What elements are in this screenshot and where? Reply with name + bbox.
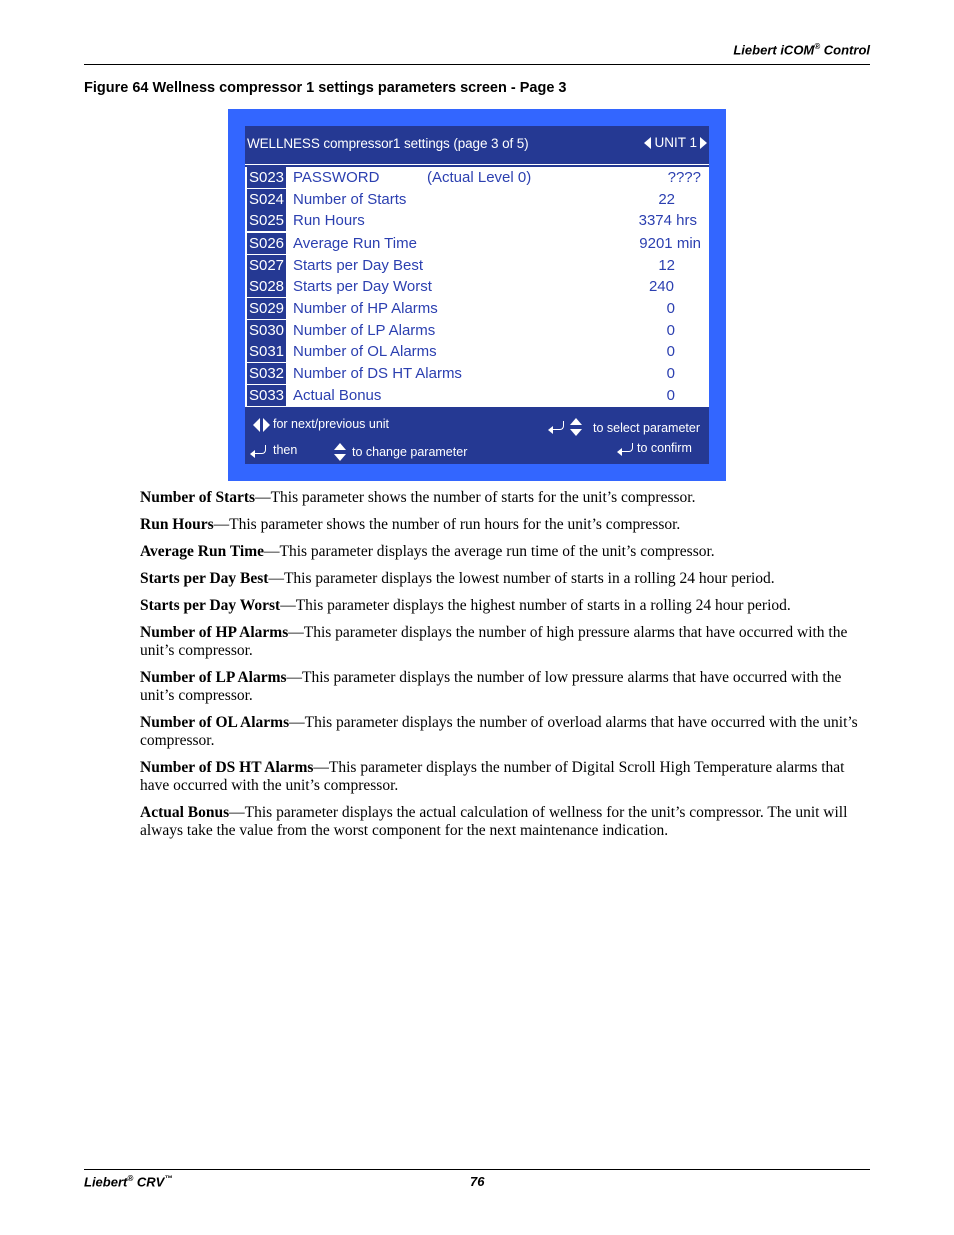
paragraph: Number of OL Alarms—This parameter displays the number of overload alarms that have occurred with the unit’s compressor. [140,714,858,749]
screen-title-bar [245,126,709,164]
parameter-value: 22 [658,191,675,208]
help-select-param: to select parameter [593,421,700,435]
screen-panel [245,126,709,464]
enter-icon [253,445,266,454]
parameter-row[interactable] [245,189,709,210]
left-right-arrows-icon [253,418,271,432]
parameter-row[interactable] [245,363,709,384]
paragraph: Number of Starts—This parameter shows the number of starts for the unit’s compressor. [140,489,696,506]
paragraph: Actual Bonus—This parameter displays the actual calculation of wellness for the unit’s compressor. The unit will always take the value from the worst component for the next maintenance indication. [140,804,848,839]
parameter-row[interactable] [245,298,709,319]
parameter-code: S029 [248,300,285,317]
help-next-prev: for next/previous unit [273,417,390,431]
parameter-code: S025 [248,212,285,229]
help-change-param: to change parameter [352,445,468,459]
parameter-value: 3374 hrs [638,212,697,229]
paragraph: Number of LP Alarms—This parameter displays the number of low pressure alarms that have occurred with the unit’s compressor. [140,669,842,704]
help-confirm: to confirm [637,441,692,455]
parameter-value: 9201 min [639,235,701,252]
parameter-name: Actual Bonus [293,387,382,404]
parameter-code: S033 [248,387,285,404]
paragraph: Number of DS HT Alarms—This parameter displays the number of Digital Scroll High Temperature alarms that have occurred with the unit’s compressor. [140,759,845,794]
figure-caption: Figure 64 Wellness compressor 1 settings parameters screen - Page 3 [84,80,567,96]
title-separator [245,164,709,165]
parameter-code: S026 [248,235,285,252]
header-rule [84,64,870,65]
parameter-name: Number of LP Alarms [293,322,436,339]
controller-screen [228,109,726,481]
paragraph: Number of HP Alarms—This parameter displays the number of high pressure alarms that have occurred with the unit’s compressor. [140,624,848,659]
parameter-row[interactable] [245,341,709,362]
unit-label: UNIT 1 [654,135,697,150]
arrow-right-icon [700,137,707,149]
parameter-code: S024 [248,191,285,208]
footer-product: Liebert® CRV™ [84,1174,173,1190]
parameter-value: 0 [666,322,675,339]
parameter-value: 0 [666,365,675,382]
parameter-name: Starts per Day Best [293,257,424,274]
paragraph: Starts per Day Worst—This parameter displays the highest number of starts in a rolling 24 hour period. [140,597,791,614]
up-down-arrows-icon [334,443,346,463]
help-bar [245,409,709,464]
parameter-code: S031 [248,343,285,360]
parameter-name: Number of DS HT Alarms [293,365,462,382]
parameter-row[interactable] [245,167,709,188]
parameter-name: PASSWORD [293,169,380,186]
parameter-code: S023 [248,169,285,186]
parameter-row[interactable] [245,320,709,341]
parameter-value: 0 [666,343,675,360]
parameter-row[interactable] [245,255,709,276]
enter-icon [551,421,564,430]
parameter-note: (Actual Level 0) [427,169,532,186]
parameter-list [245,167,709,407]
parameter-value: 240 [648,278,674,295]
parameter-name: Number of OL Alarms [293,343,437,360]
parameter-name: Starts per Day Worst [293,278,432,295]
running-header: Liebert iCOM® Control [733,42,870,58]
parameter-name: Average Run Time [293,235,417,252]
page-number: 76 [470,1174,485,1189]
unit-selector[interactable] [644,135,707,150]
parameter-value: 0 [666,387,675,404]
parameter-code: S027 [248,257,285,274]
parameter-row[interactable] [245,233,709,254]
help-then: then [273,443,298,457]
parameter-value: 0 [666,300,675,317]
paragraph: Run Hours—This parameter shows the number of run hours for the unit’s compressor. [140,516,681,533]
screen-title: WELLNESS compressor1 settings (page 3 of 5) [247,136,529,151]
parameter-value: 12 [658,257,675,274]
up-down-arrows-icon [570,418,582,438]
paragraph: Average Run Time—This parameter displays the average run time of the unit’s compressor. [140,543,715,560]
parameter-name: Number of Starts [293,191,407,208]
parameter-value: ???? [667,169,701,186]
parameter-row[interactable] [245,210,709,231]
parameter-code: S028 [248,278,285,295]
parameter-code: S030 [248,322,285,339]
parameter-name: Run Hours [293,212,365,229]
parameter-row[interactable] [245,385,709,406]
parameter-name: Number of HP Alarms [293,300,438,317]
footer-rule [84,1169,870,1170]
arrow-left-icon [644,137,651,149]
parameter-code: S032 [248,365,285,382]
paragraph: Starts per Day Best—This parameter displays the lowest number of starts in a rolling 24 hour period. [140,570,775,587]
parameter-row[interactable] [245,276,709,297]
enter-icon [620,443,633,452]
body-text [140,489,870,849]
